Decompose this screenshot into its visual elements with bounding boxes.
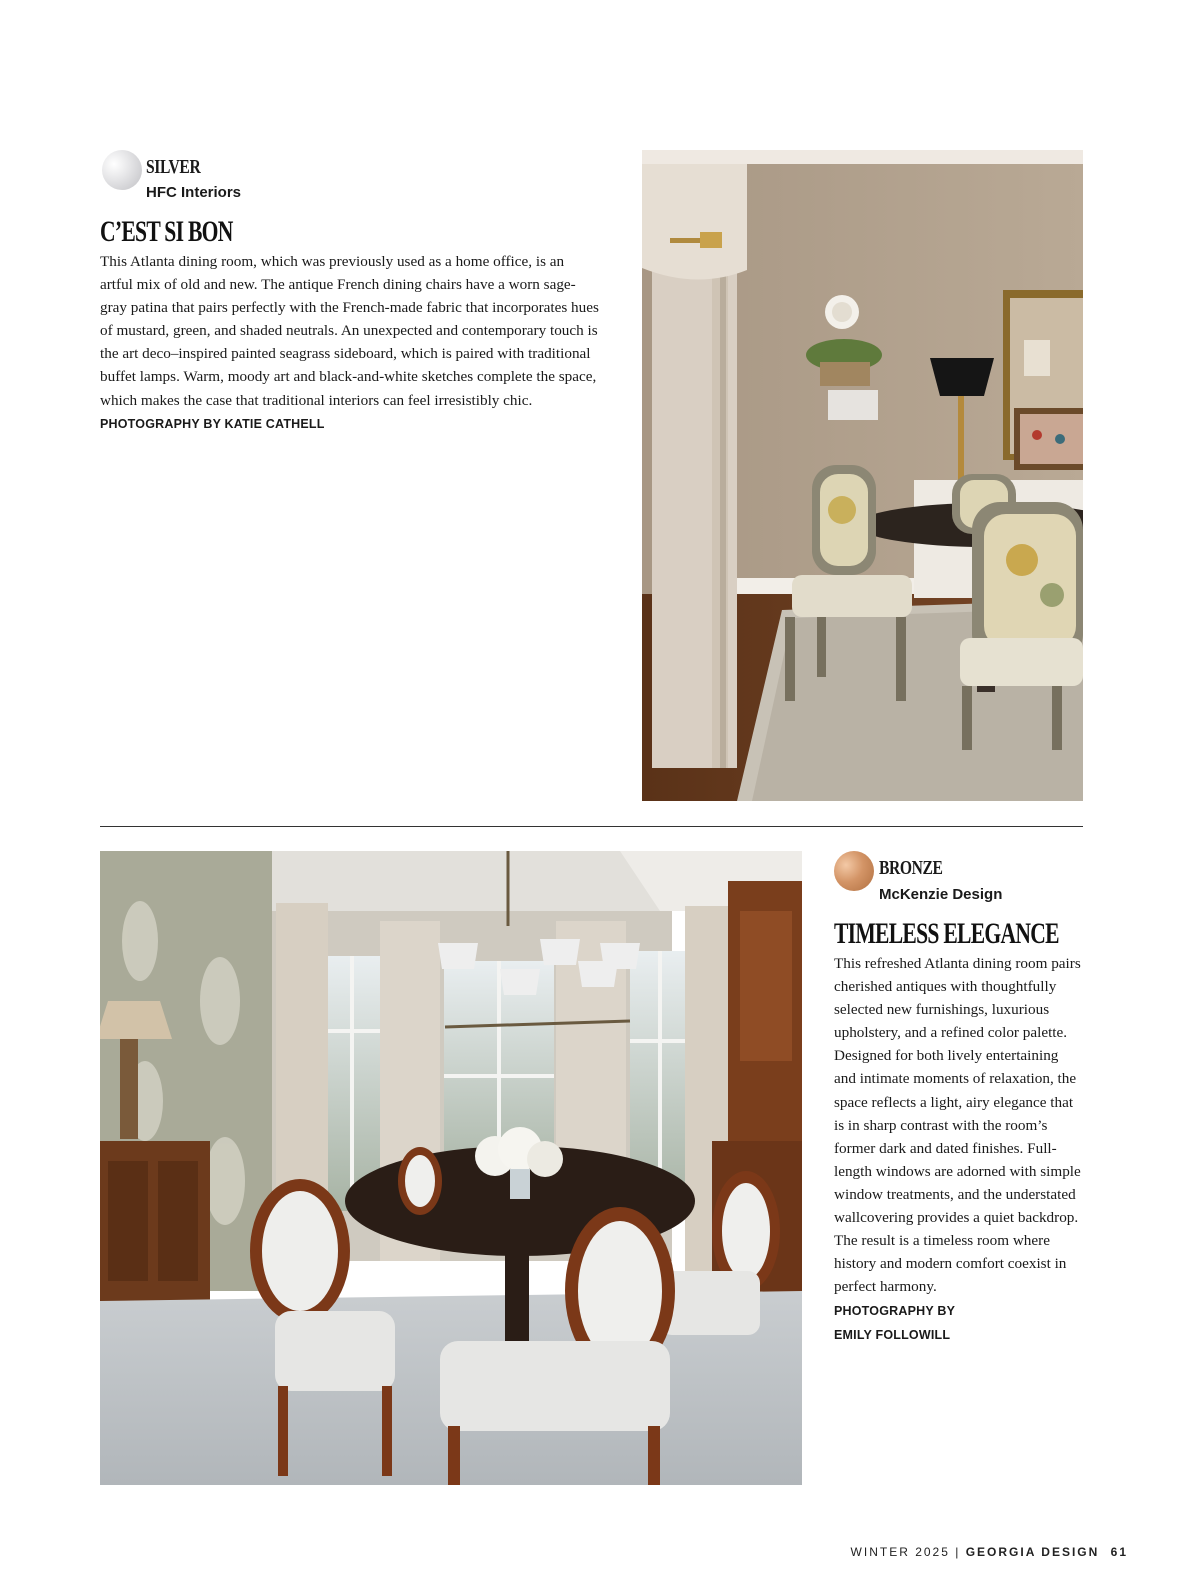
- bronze-body-text: [834, 952, 1082, 1347]
- silver-photo-credit: PHOTOGRAPHY BY KATIE CATHELL: [100, 416, 325, 431]
- page-footer: [851, 1545, 1128, 1559]
- section-divider: [100, 826, 1083, 827]
- silver-dining-room-photo: [642, 150, 1083, 801]
- footer-publication: GEORGIA DESIGN: [965, 1545, 1100, 1559]
- bronze-headline: TIMELESS ELEGANCE: [834, 917, 1059, 950]
- footer-season: WINTER 2025: [850, 1545, 950, 1559]
- bronze-firm-name: McKenzie Design: [879, 886, 1003, 903]
- silver-body-copy: This Atlanta dining room, which was previously used as a home office, is an artful mix of old and new. The antique French dining chairs have a worn sage-gray patina that pairs perfectly with the French-made fabric that incorporates hues of mustard, green, and shaded neutrals. An unexpected and contemporary touch is the art deco–inspired painted seagrass sideboard, which is paired with traditional buffet lamps. Warm, moody art and black-and-white sketches complete the space, which makes the case that traditional interiors can feel irresistibly chic.: [100, 253, 599, 409]
- bronze-photo-credit-line-2: EMILY FOLLOWILL: [834, 1327, 951, 1342]
- bronze-body-copy: This refreshed Atlanta dining room pairs cherished antiques with thoughtfully selected new furnishings, luxurious upholstery, and a refined color palette. Designed for both lively entertaining and intimate moments of relaxation, the space reflects a light, airy elegance that is in sharp contrast with the room’s former dark and dated finishes. Full-length windows are adorned with simple window treatments, and the understated wallcovering provides a quiet backdrop. The result is a timeless room where history and modern comfort coexist in perfect harmony.: [834, 955, 1081, 1296]
- silver-body-text: [100, 250, 600, 436]
- silver-medal-icon: [102, 150, 142, 190]
- page-number: 61: [1110, 1545, 1128, 1559]
- footer-separator: |: [955, 1545, 961, 1559]
- silver-firm-name: HFC Interiors: [146, 184, 242, 201]
- silver-tier-label: SILVER: [146, 156, 201, 178]
- bronze-tier-label: BRONZE: [879, 857, 943, 879]
- bronze-photo-credit-line-1: PHOTOGRAPHY BY: [834, 1304, 956, 1319]
- bronze-medal-icon: [834, 851, 874, 891]
- bronze-dining-room-photo: [100, 851, 802, 1485]
- silver-headline: C’EST SI BON: [100, 215, 233, 248]
